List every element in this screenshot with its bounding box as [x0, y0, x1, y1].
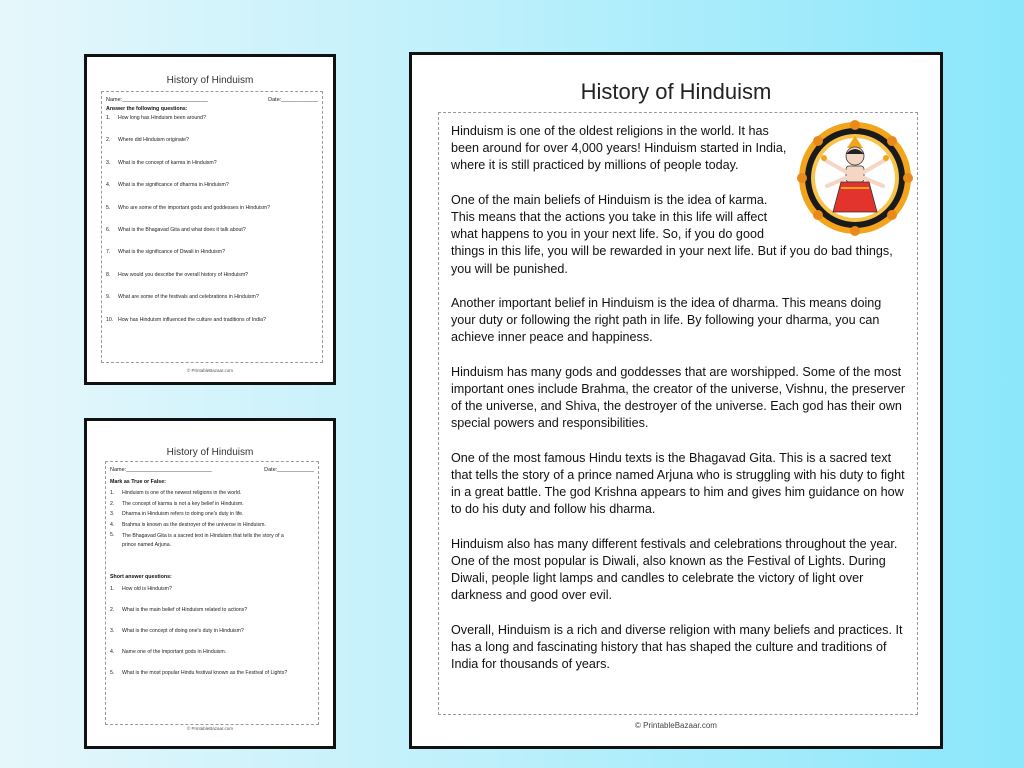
short-answer-item: 3. What is the concept of doing one's duty in Hinduism? [110, 628, 244, 634]
worksheet-questions-box [101, 91, 323, 363]
passage-paragraph: Overall, Hinduism is a rich and diverse religion with many beliefs and practices. It has a long and fascinating history that has shaped the culture and traditions of India for thousands of years. [451, 622, 903, 672]
true-false-item: 1. Hinduism is one of the newest religions in the world. [110, 490, 242, 496]
passage-paragraph: Hinduism is one of the oldest religions in the world. It has been around for over 4,000 years! Hinduism started in India, where it is still practiced by millions of people today. [451, 124, 787, 173]
true-false-heading: Mark as True or False: [110, 479, 166, 485]
copyright-footer: © PrintableBazaar.com [635, 721, 717, 730]
date-field-label: Date:____________ [268, 97, 318, 103]
question-item: 2. Where did Hinduism originate? [106, 137, 189, 144]
reading-passage-page [409, 52, 943, 749]
question-item: 1. How long has Hinduism been around? [106, 115, 206, 121]
passage-body [451, 123, 909, 691]
passage-paragraph: One of the main beliefs of Hinduism is the idea of karma. This means that the actions you take in this life will affect what happens to you in your next life. So, if you do good things in this life, you will be rewarded in your next life. But if you do bad things, you will be punished. [451, 192, 893, 276]
true-false-item: 2. The concept of karma is not a key belief in Hinduism. [110, 500, 244, 507]
short-answer-item: 5. What is the most popular Hindu festival known as the Festival of Lights? [110, 670, 288, 676]
passage-paragraph: Hinduism has many gods and goddesses that are worshipped. Some of the most important ones include Brahma, the creator of the universe, Vishnu, the preserver of the universe, and Shiva, the destroyer of the universe. Each god has their own special powers and responsibilities. [451, 364, 906, 431]
worksheet-title: History of Hinduism [166, 75, 254, 86]
short-answer-item: 1. How old is Hinduism? [110, 586, 172, 592]
short-answer-item: 4. Name one of the important gods in Hinduism. [110, 649, 227, 655]
worksheet-truefalse-page [84, 418, 336, 749]
passage-paragraph: Hinduism also has many different festivals and celebrations throughout the year. One of the most popular is Diwali, also known as the Festival of Lights. During Diwali, people light lamps and candles to celebrate the victory of light over darkness and good over evil. [451, 536, 898, 603]
question-item: 5. Who are some of the important gods and goddesses in Hinduism? [106, 204, 270, 211]
true-false-item: 5. The Bhagavad Gita is a sacred text in Hinduism that tells the story of a prince named Arjuna. [110, 532, 284, 548]
page-title: History of Hinduism [580, 79, 772, 104]
date-field-label: Date:____________ [264, 467, 314, 473]
reading-passage-box [438, 112, 918, 715]
true-false-item: 3. Dharma in Hinduism refers to doing one's duty in life. [110, 511, 244, 517]
worksheet-truefalse-box [105, 461, 319, 725]
name-field-label: Name:____________________________ [110, 467, 212, 473]
worksheet-questions-page [84, 54, 336, 385]
instruction-heading: Answer the following questions: [106, 106, 188, 112]
copyright-footer: © PrintableBazaar.com [186, 726, 234, 731]
name-field-label: Name:____________________________ [106, 97, 208, 103]
worksheet-title: History of Hinduism [166, 447, 254, 458]
hindu-deity-illustration-icon [795, 119, 915, 237]
short-answer-heading: Short answer questions: [110, 574, 172, 580]
question-item: 4. What is the significance of dharma in Hinduism? [106, 182, 229, 189]
question-item: 9. What are some of the festivals and celebrations in Hinduism? [106, 294, 259, 301]
question-item: 10. How has Hinduism influenced the culture and traditions of India? [106, 316, 266, 323]
short-answer-item: 2. What is the main belief of Hinduism related to actions? [110, 607, 248, 613]
question-item: 3. What is the concept of karma in Hinduism? [106, 159, 217, 166]
copyright-footer: © PrintableBazaar.com [186, 368, 234, 373]
passage-paragraph: Another important belief in Hinduism is the idea of dharma. This means doing your duty or following the right path in life. By following your dharma, you can achieve inner peace and happiness. [451, 296, 882, 345]
question-item: 7. What is the significance of Diwali in Hinduism? [106, 249, 225, 256]
true-false-item: 4. Brahma is known as the destroyer of the universe in Hinduism. [110, 521, 266, 528]
passage-paragraph: One of the most famous Hindu texts is the Bhagavad Gita. This is a sacred text that tells the story of a prince named Arjuna who is struggling with his duty to fight in a great battle. The god Krishna appears to him and gives him guidance on how to do his duty and follow his dharma. [451, 450, 905, 517]
question-item: 6. What is the Bhagavad Gita and what does it talk about? [106, 226, 246, 233]
question-item: 8. How would you describe the overall history of Hinduism? [106, 271, 249, 278]
